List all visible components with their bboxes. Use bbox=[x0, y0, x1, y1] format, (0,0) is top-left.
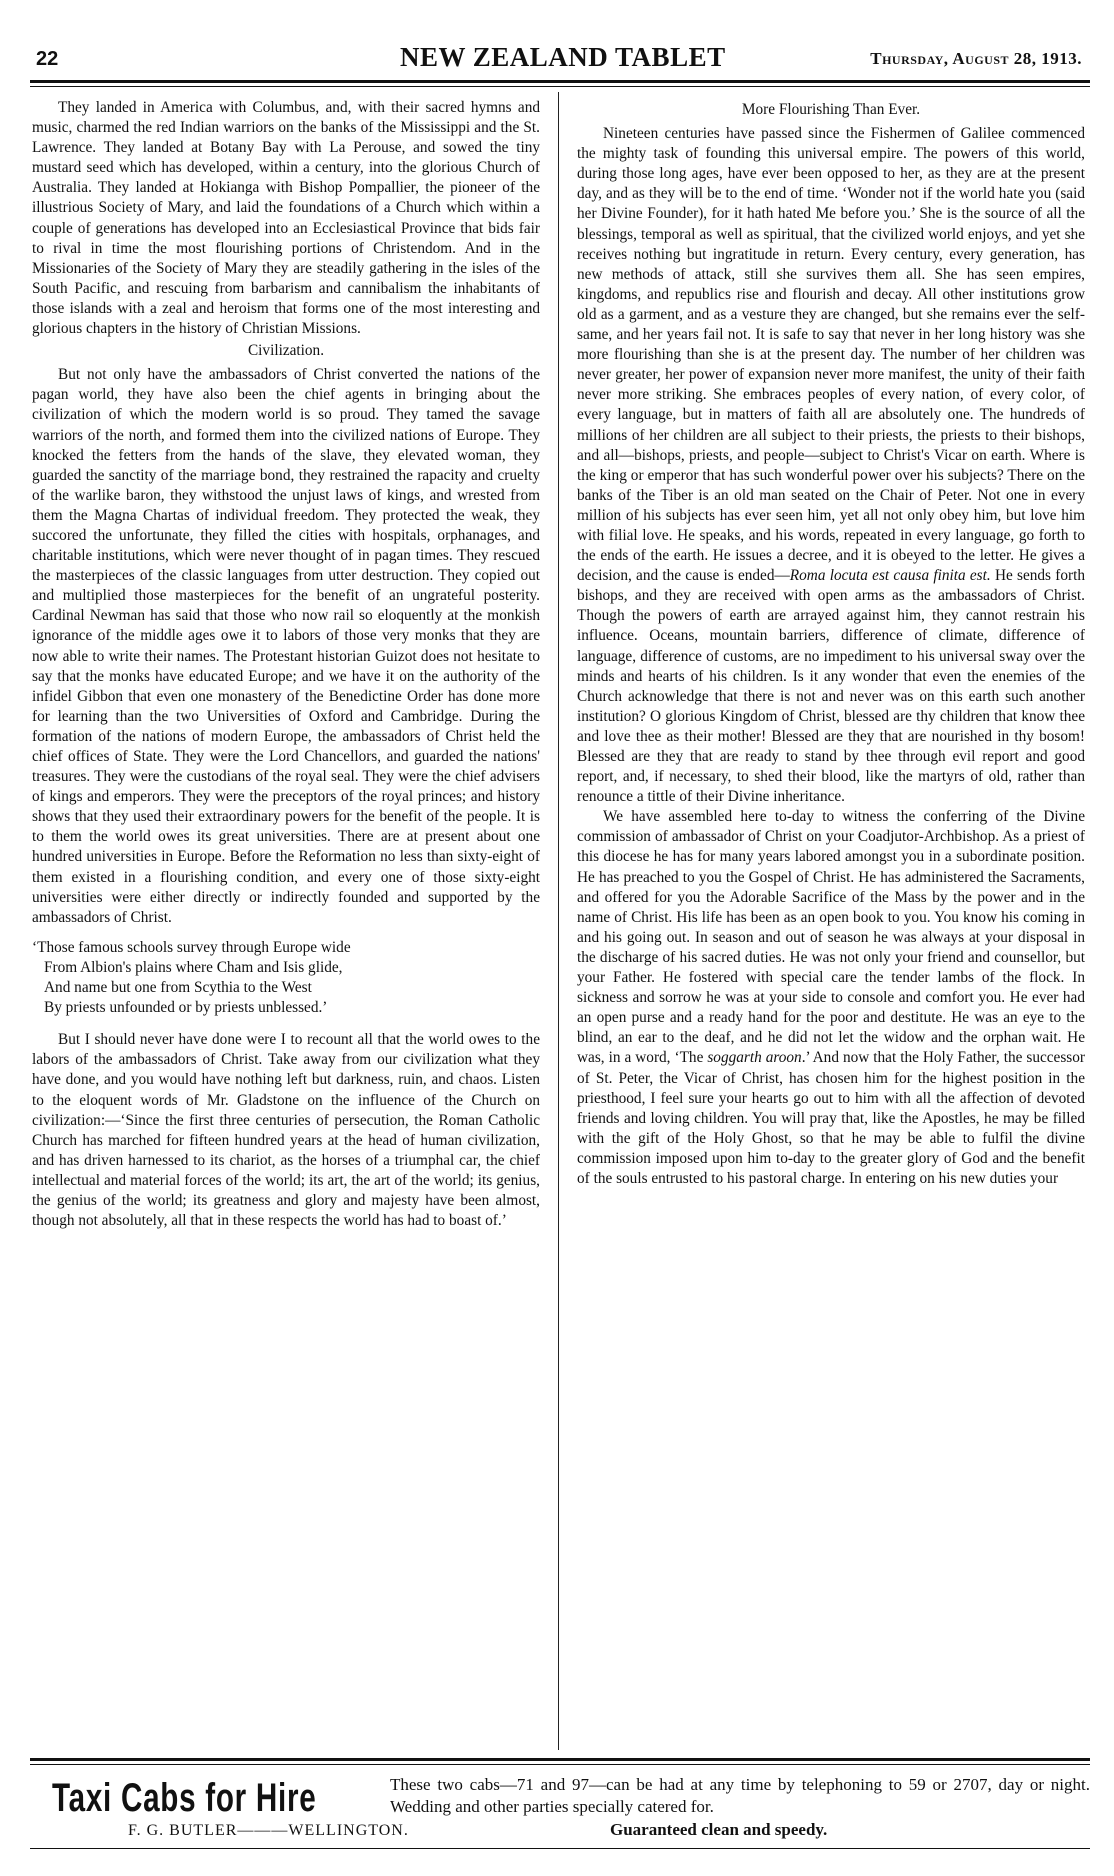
left-paragraph-3: But I should never have done were I to recount all that the world owes to the labors of the ambassadors of Christ. Take away from our civilization what they have done, and you would have nothing left but darkness, ruin, and chaos. Listen to the eloquent words of Mr. Gladstone on the influence of the Church on civilization:—‘Since the first three centuries of persecution, the Roman Catholic Church has marched for fifteen hundred years at the head of human civilization, and has driven harnessed to its chariot, as the horses of a triumphal car, the chief intellectual and material forces of the world; its art, the art of the world; its genius, the genius of the world; its greatness and glory and majesty have been almost, though not absolutely, all that in these respects the world has had to boast of.’ bbox=[32, 1031, 540, 1230]
left-paragraph-2: But not only have the ambassadors of Christ converted the nations of the pagan world, they have also been the chief agents in bringing about the civilization of which the modern world is so proud. They tamed the savage warriors of the north, and formed them into the civilized nations of Europe. They knocked the fetters from the hands of the slave, they elevated woman, they guarded the sanctity of the marriage bond, they restrained the rapacity and cruelty of the warlike baron, they withstood the unjust laws of kings, and wrested from them the Magna Chartas of individual freedom. They protected the weak, they succored the unfortunate, they filled the cities with hospitals, orphanages, and charitable institutions, which were never thought of in pagan times. They rescued the masterpieces of the classic languages from utter destruction. They copied out and multiplied those masterpieces for the benefit of an ungrateful posterity. Cardinal Newman has said that those who now rail so eloquently at the monkish ignorance of the middle ages owe it to labors of those very monks that they are now able to write their names. The Protestant historian Guizot does not hesitate to say that the monks have educated Europe; and we have it on the authority of the infidel Gibbon that even one monastery of the Benedictine Order has done more for learning than the two Universities of Oxford and Cambridge. During the formation of the nations of modern Europe, the ambassadors of Christ held the chief offices of State. They were the Lord Chancellors, and guarded the nations' treasures. They were the custodians of the royal seal. They were the chief advisers of kings and emperors. They were the preceptors of the royal princes; and history shows that they used their extraordinary powers for the benefit of the people. It is to them the world owes its great universities. There are at present about one hundred universities in Europe. Before the Reformation no less than sixty-eight of them existed in a flourishing condition, and every one of those sixty-eight universities were either directly or indirectly founded and supported by the ambassadors of Christ. bbox=[32, 366, 540, 926]
advert-rule-thin bbox=[30, 1764, 1090, 1765]
right-paragraph-1 bbox=[577, 124, 1085, 807]
taxi-advertisement bbox=[30, 1770, 1090, 1850]
subhead-more-flourishing: More Flourishing Than Ever. bbox=[741, 101, 921, 118]
right-paragraph-2 bbox=[577, 807, 1085, 1189]
advert-body: These two cabs—71 and 97—can be had at any time by telephoning to 59 or 2707, day or night. Wedding and other parties specially catered for. bbox=[390, 1775, 1090, 1816]
advert-bottom-rule bbox=[30, 1848, 1090, 1849]
masthead-rule-thin bbox=[30, 86, 1090, 87]
right-paragraph-2-text: We have assembled here to-day to witness the conferring of the Divine commission of ambassador of Christ on your Coadjutor-Archbishop. As a priest of this diocese he has for many years labored amongst you in a subordinate position. He has preached to you the Gospel of Christ. He has administered the Sacraments, and offered for you the Adorable Sacrifice of the Mass by the power and in the name of Christ. His life has been as an open book to you. You know his coming in and his going out. In season and out of season he was always at your disposal in the discharge of his sacred duties. He was not only your friend and counsellor, but your Father. He fostered with special care the tender lambs of the flock. In sickness and sorrow he was at your side to console and comfort you. He ever had an open purse and a ready hand for the poor and destitute. He was an eye to the blind, an ear to the deaf, and he did not let the widow and the orphan wait. He was, in a word, ‘The bbox=[577, 808, 1085, 1067]
advertiser-name: F. G. BUTLER———WELLINGTON. bbox=[128, 1822, 409, 1839]
advert-guarantee: Guaranteed clean and speedy. bbox=[610, 1820, 828, 1839]
verse-line: And name but one from Scythia to the West bbox=[44, 979, 312, 997]
masthead-rule bbox=[30, 80, 1090, 83]
column-divider bbox=[558, 92, 559, 1750]
advert-headline: Taxi Cabs for Hire bbox=[52, 1776, 317, 1820]
verse-line: By priests unfounded or by priests unblessed.’ bbox=[44, 999, 328, 1017]
advert-rule bbox=[30, 1758, 1090, 1761]
irish-phrase: soggarth aroon bbox=[707, 1049, 802, 1067]
right-paragraph-1-tail: He sends forth bishops, and they are received with open arms as the ambassadors of Christ. Though the powers of earth are arrayed against him, they cannot restrain his influence. Oceans, mountain barriers, difference of climate, difference of language, difference of customs, are no impediment to his universal sway over the minds and hearts of his children. Is it any wonder that even the enemies of the Church acknowledge that there is not and never was on this earth such another institution? O glorious Kingdom of Christ, blessed are thy children that know thee and love thee as their mother! Blessed are they that are nourished in thy bosom! Blessed are they that are ready to stand by thee through evil report and good report, and, if necessary, to shed their blood, like the martyrs of old, rather than renounce a tittle of their Divine inheritance. bbox=[577, 567, 1085, 806]
newspaper-title: NEW ZEALAND TABLET bbox=[400, 42, 726, 72]
masthead bbox=[30, 40, 1090, 76]
verse-line: ‘Those famous schools survey through Europe wide bbox=[32, 938, 351, 956]
right-column bbox=[577, 98, 1085, 1189]
latin-phrase: Roma locuta est causa finita est. bbox=[789, 567, 991, 585]
issue-date: Thursday, August 28, 1913. bbox=[870, 49, 1082, 68]
page-number: 22 bbox=[36, 48, 59, 70]
left-column bbox=[32, 98, 540, 1231]
quoted-verse bbox=[32, 938, 540, 1018]
right-paragraph-1-text: Nineteen centuries have passed since the Fishermen of Galilee commenced the mighty task of founding this universal empire. The powers of this world, during those long ages, have ever been opposed to her, as they are at the present day, and as they will be to the end of time. ‘Wonder not if the world hate you (said her Divine Founder), for it hath hated Me before you.’ She is the source of all the blessings, temporal as well as spiritual, that the civilized world enjoys, and yet she receives nothing but ingratitude in return. Every century, every generation, has new methods of attack, still she survives them all. She has seen empires, kingdoms, and republics rise and flourish and decay. All other institutions grow old as a garment, and as a vesture they are changed, but she remains ever the self-same, and her years fail not. It is safe to say that never in her long history was she more flourishing than she is at the present day. The number of her children was never greater, her power of expansion never more manifest, the unity of their faith never more striking. She embraces peoples of every nation, of every color, of every language, but in matters of faith all are absolutely one. The hundreds of millions of her children are all subject to their priests, the priests to their bishops, and all—bishops, priests, and people—subject to Christ's Vicar on earth. Where is the king or emperor that has such wonderful power over his subjects? There on the banks of the Tiber is an old man seated on the Chair of Peter. Not one in every million of his subjects has ever seen him, yet all not only obey him, but love him with filial love. He speaks, and his words, repeated in every language, go forth to the ends of the earth. He issues a decree, and it is obeyed to the letter. He gives a decision, and the cause is ended— bbox=[577, 125, 1085, 585]
right-paragraph-2-tail: .’ And now that the Holy Father, the successor of St. Peter, the Vicar of Christ, has chosen him for the highest position in the priesthood, I feel sure your hearts go out to him with all the affection of devoted friends and loving children. You will pray that, like the Apostles, he may be filled with the gift of the Holy Ghost, so that he may be able to fulfil the divine commission imposed upon him to-day to the greater glory of God and the benefit of the souls entrusted to his pastoral charge. In entering on his new duties your bbox=[577, 1049, 1085, 1187]
left-paragraph-1: They landed in America with Columbus, and, with their sacred hymns and music, charmed the red Indian warriors on the banks of the Mississippi and the St. Lawrence. They landed at Botany Bay with La Perouse, and sowed the tiny mustard seed which has developed, within a century, into the glorious Church of Australia. They landed at Hokianga with Bishop Pompallier, the pioneer of the illustrious Society of Mary, and laid the foundations of a Church which within a couple of generations has developed into an Ecclesiastical Province that bids fair to rival in time the most flourishing portions of Christendom. And in the Missionaries of the Society of Mary they are steadily gathering in the isles of the South Pacific, and rescuing from barbarism and cannibalism the inhabitants of those islands with a zeal and heroism that forms one of the most interesting and glorious chapters in the history of Christian Missions. bbox=[32, 99, 540, 338]
verse-line: From Albion's plains where Cham and Isis glide, bbox=[44, 958, 343, 976]
subhead-civilization: Civilization. bbox=[247, 342, 325, 360]
